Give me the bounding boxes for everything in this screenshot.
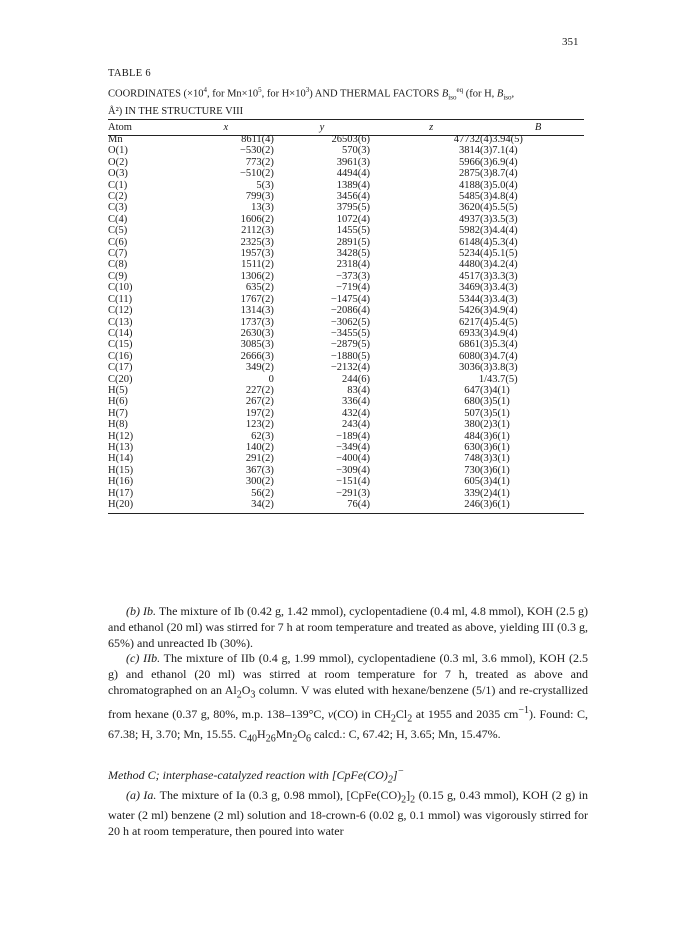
cell-z: 246(3) [464,499,493,510]
cell-x: 1314(3) [240,305,274,317]
cell-atom: C(8) [108,259,128,271]
cell-atom: C(16) [108,350,133,362]
table-row [108,202,584,213]
table-row [108,145,584,156]
cell-z: 4480(3) [459,259,493,271]
cell-atom: H(15) [108,464,134,476]
cell-b: 4(1) [492,487,510,499]
table-row [108,431,584,442]
cell-z: 1/4 [478,373,493,385]
cell-z: 5426(3) [459,305,493,317]
experimental-text [108,604,588,840]
table-row [108,339,584,350]
cell-z: 5966(3) [459,156,493,168]
cell-b: 7.1(4) [492,145,518,157]
cell-x: 799(3) [245,191,274,203]
cell-x: 3085(3) [240,339,274,351]
cell-atom: C(1) [108,179,128,191]
cell-x: 0 [268,373,274,385]
cell-x: 62(3) [251,430,274,442]
table-row [108,134,584,145]
cell-atom: C(11) [108,293,133,305]
cell-atom: H(13) [108,441,134,453]
cell-z: 4188(3) [459,179,493,191]
table-row [108,488,584,499]
cell-b: 5.3(4) [492,339,518,351]
table-row [108,419,584,430]
cell-x: 2325(3) [240,236,274,248]
header-z: z [429,121,434,133]
cell-b: 3.4(3) [492,282,518,294]
cell-atom: C(12) [108,305,133,317]
table-row [108,259,584,270]
cell-z: 5344(3) [459,293,493,305]
header-x: x [223,121,229,133]
cell-x: 123(2) [245,419,274,431]
cell-y: 3961(3) [336,156,370,168]
table-row [108,442,584,453]
header-atom: Atom [108,121,132,133]
cell-x: 34(2) [251,499,274,510]
cell-b: 5(1) [492,396,510,408]
cell-b: 3.5(3) [492,213,518,225]
cell-y: 1455(5) [336,225,370,237]
table-row [108,408,584,419]
cell-y: −373(3) [336,270,370,282]
cell-x: 140(2) [245,441,274,453]
cell-b: 6(1) [492,441,510,453]
cell-atom: H(14) [108,453,134,465]
cell-b: 3.4(3) [492,293,518,305]
table-row [108,294,584,305]
cell-y: 3456(4) [336,191,370,203]
table-row [108,328,584,339]
header-b: B [534,121,542,133]
cell-x: 635(2) [245,282,274,294]
table-row [108,168,584,179]
cell-atom: O(2) [108,156,128,168]
cell-x: 1306(2) [240,270,274,282]
cell-z: 3814(3) [459,145,493,157]
cell-x: 1767(2) [240,293,274,305]
cell-atom: C(13) [108,316,133,328]
cell-y: 432(4) [341,407,370,419]
cell-y: 336(4) [341,396,370,408]
cell-z: 605(3) [464,476,493,488]
cell-z: 6217(4) [459,316,493,328]
cell-atom: C(10) [108,282,133,294]
cell-z: 6148(4) [459,236,493,248]
cell-x: −510(2) [240,168,274,180]
cell-x: 300(2) [245,476,274,488]
cell-x: 367(3) [245,464,274,476]
cell-atom: O(3) [108,168,128,180]
cell-x: 197(2) [245,407,274,419]
cell-y: 76(4) [347,499,370,510]
cell-b: 4(1) [492,476,510,488]
cell-atom: C(9) [108,270,128,282]
table-row [108,465,584,476]
cell-b: 3.8(3) [492,362,518,374]
paragraph-ia: (a) Ia. The mixture of Ia (0.3 g, 0.98 mmol), $[CpFe(CO)_2]_2$ (0.15 g, 0.43 mmol), KOH (2 g) in water (2 ml) benzene (2 ml) solution and 18-crown-6 (0.02 g, 0.1 mmol) was vigorously stirred for 20 h at room temperature, then poured into water [108,787,588,838]
table-header-row [108,120,584,134]
cell-x: 773(2) [245,156,274,168]
cell-x: 1957(3) [240,248,274,260]
cell-y: −1880(5) [330,350,370,362]
table-row [108,214,584,225]
cell-z: 2875(3) [459,168,493,180]
cell-b: 8.7(4) [492,168,518,180]
cell-y: 1072(4) [336,213,370,225]
cell-z: 647(3) [464,384,493,396]
cell-x: 349(2) [245,362,274,374]
cell-y: 3795(5) [336,202,370,214]
cell-b: 5.1(5) [492,248,518,260]
cell-z: 484(3) [464,430,493,442]
cell-b: 4.9(4) [492,327,518,339]
cell-y: 3428(5) [336,248,370,260]
cell-atom: H(17) [108,487,134,499]
cell-atom: H(8) [108,419,128,431]
cell-y: −349(4) [336,441,370,453]
cell-b: 3.94(5) [492,134,523,145]
cell-y: −1475(4) [330,293,370,305]
cell-x: 267(2) [245,396,274,408]
table-row [108,385,584,396]
cell-y: 1389(4) [336,179,370,191]
cell-y: 243(4) [341,419,370,431]
cell-z: 730(3) [464,464,493,476]
table-row [108,396,584,407]
cell-z: 748(3) [464,453,493,465]
table-row [108,499,584,510]
table-row [108,282,584,293]
cell-b: 4.9(4) [492,305,518,317]
cell-atom: C(7) [108,248,128,260]
coordinates-table [108,120,584,510]
cell-x: 2112(3) [241,225,274,237]
cell-y: 26503(6) [331,134,370,145]
table-body [108,134,584,510]
cell-z: 507(3) [464,407,493,419]
table-row [108,351,584,362]
table-row [108,271,584,282]
cell-y: −3455(5) [330,327,370,339]
cell-x: 5(3) [256,179,274,191]
cell-atom: C(14) [108,327,133,339]
cell-b: 4.2(4) [492,259,518,271]
cell-x: 1606(2) [240,213,274,225]
cell-x: 2630(3) [240,327,274,339]
cell-y: −291(3) [336,487,370,499]
cell-atom: H(5) [108,384,128,396]
cell-x: 8611(4) [241,134,274,145]
cell-z: 380(2) [464,419,493,431]
cell-b: 5.0(4) [492,179,518,191]
cell-x: 1511(2) [241,259,274,271]
cell-y: −309(4) [336,464,370,476]
cell-y: −3062(5) [330,316,370,328]
cell-atom: C(6) [108,236,128,248]
cell-z: 47732(4) [453,134,493,145]
table-row [108,225,584,236]
cell-y: −189(4) [336,430,370,442]
method-c-heading: Method C; interphase-catalyzed reaction with $[CpFe(CO)_2]^-$ [108,765,405,785]
cell-y: 244(6) [341,373,370,385]
table-row [108,374,584,385]
cell-z: 6080(3) [459,350,493,362]
table-row [108,248,584,259]
table-row [108,317,584,328]
cell-b: 3.3(3) [492,270,518,282]
cell-atom: C(4) [108,213,128,225]
cell-y: −2086(4) [330,305,370,317]
table-caption: COORDINATES ($\times 10^4$, for $Mn\times 10^5$, for $H\times 10^3$) AND THERMAL FACTORS $B_{iso}^{eq}$ (for H, $B_{iso}$, Å²) IN THE STRUCTURE VIII [108,86,515,117]
cell-y: −400(4) [336,453,370,465]
table-row [108,157,584,168]
cell-b: 4(1) [492,384,510,396]
cell-x: 1737(3) [240,316,274,328]
cell-y: −2132(4) [330,362,370,374]
cell-b: 5.5(5) [492,202,518,214]
cell-y: 4494(4) [336,168,370,180]
cell-b: 3.7(5) [492,373,518,385]
cell-x: 13(3) [251,202,274,214]
cell-y: 570(3) [341,145,370,157]
cell-atom: H(16) [108,476,134,488]
cell-b: 5(1) [492,407,510,419]
cell-x: 2666(3) [240,350,274,362]
cell-z: 3036(3) [459,362,493,374]
cell-atom: H(12) [108,430,134,442]
page-number: 351 [562,36,579,48]
cell-atom: O(1) [108,145,128,157]
table-row [108,362,584,373]
paragraph-ib: (b) Ib. The mixture of Ib (0.42 g, 1.42 mmol), cyclopentadiene (0.4 ml, 4.8 mmol), KOH (2.5 g) and ethanol (20 ml) was stirred for 7 h at room temperature and treated as above, yielding III (0.3 g, 65%) and unreacted Ib (30%). [108,604,588,650]
cell-z: 5234(4) [459,248,493,260]
cell-b: 6(1) [492,430,510,442]
cell-y: −2879(5) [330,339,370,351]
cell-b: 5.4(5) [492,316,518,328]
cell-b: 5.3(4) [492,236,518,248]
cell-atom: C(5) [108,225,128,237]
cell-y: −719(4) [336,282,370,294]
cell-atom: H(6) [108,396,128,408]
cell-y: 2891(5) [336,236,370,248]
cell-z: 680(3) [464,396,493,408]
table-row [108,237,584,248]
cell-atom: C(3) [108,202,128,214]
cell-x: 56(2) [251,487,274,499]
cell-atom: Mn [108,134,123,145]
cell-z: 6933(3) [459,327,493,339]
cell-b: 3(1) [492,453,510,465]
cell-z: 6861(3) [459,339,493,351]
cell-atom: H(7) [108,407,128,419]
table-row [108,476,584,487]
header-y: y [319,121,325,133]
cell-b: 4.8(4) [492,191,518,203]
cell-z: 4937(3) [459,213,493,225]
cell-z: 5485(3) [459,191,493,203]
cell-b: 6(1) [492,499,510,510]
cell-b: 4.4(4) [492,225,518,237]
cell-y: −151(4) [336,476,370,488]
cell-z: 4517(3) [459,270,493,282]
table-row [108,453,584,464]
cell-y: 2318(4) [336,259,370,271]
table-row [108,191,584,202]
cell-z: 5982(3) [459,225,493,237]
cell-b: 4.7(4) [492,350,518,362]
paragraph-iib: (c) IIb. The mixture of IIb (0.4 g, 1.99 mmol), cyclopentadiene (0.3 ml, 3.6 mmol), KOH (2.5 g) and ethanol (20 ml) was stirred at room temperature for 7 h, treated as above and chromatographed on an $Al_2O_3$ column. V was eluted with hexane/benzene (5/1) and re-crystallized from hexane (0.37 g, 80%, m.p. 138–139°C, ν(CO) in $CH_2Cl_2$ at 1955 and 2035 $cm^{-1}$). Found: C, 67.38; H, 3.70; Mn, 15.55. $C_{40}H_{26}Mn_2O_6$ calcd.: C, 67.42; H, 3.65; Mn, 15.47%. [108,651,589,745]
cell-atom: C(15) [108,339,133,351]
cell-b: 6.9(4) [492,156,518,168]
cell-x: 291(2) [245,453,274,465]
cell-atom: H(20) [108,499,134,510]
cell-atom: C(20) [108,373,133,385]
cell-x: 227(2) [245,384,274,396]
cell-y: 83(4) [347,384,370,396]
table-bottom-rule [108,513,584,514]
cell-atom: C(17) [108,362,133,374]
table-row [108,305,584,316]
cell-b: 6(1) [492,464,510,476]
cell-b: 3(1) [492,419,510,431]
cell-z: 3469(3) [459,282,493,294]
cell-z: 630(3) [464,441,493,453]
cell-z: 339(2) [464,487,493,499]
cell-z: 3620(4) [459,202,493,214]
cell-atom: C(2) [108,191,128,203]
cell-x: −530(2) [240,145,274,157]
table-row [108,180,584,191]
table-label: TABLE 6 [108,68,151,79]
